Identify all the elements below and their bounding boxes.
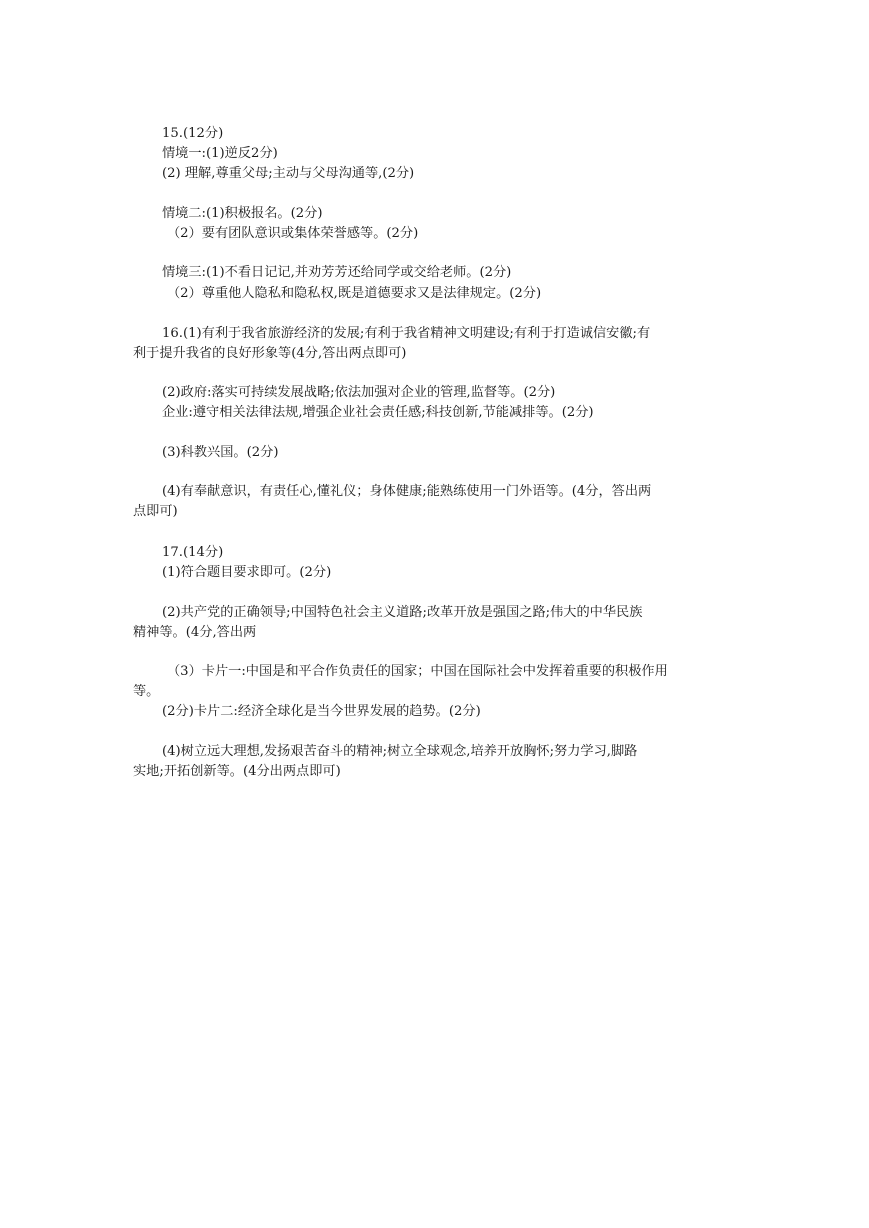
q15-situation3-part2: （2）尊重他人隐私和隐私权,既是道德要求又是法律规定。(2分) — [167, 286, 542, 301]
q15-situation3-part1: 情境三:(1)不看日记记,并劝芳芳还给同学或交给老师。(2分) — [162, 265, 512, 280]
q16-part2-line2: 企业:遵守相关法律法规,增强企业社会责任感;科技创新,节能减排等。(2分) — [162, 405, 594, 420]
q16-part4-line1: (4)有奉献意识，有责任心,懂礼仪；身体健康;能熟练使用一门外语等。(4分，答出两 — [162, 484, 652, 499]
q17-header: 17.(14分) — [162, 545, 224, 560]
q16-part2-line1: (2)政府:落实可持续发展战略;依法加强对企业的管理,监督等。(2分) — [162, 385, 556, 400]
q15-situation2-part1: 情境二:(1)积极报名。(2分) — [162, 206, 323, 221]
q17-part4-line2: 实地;开拓创新等。(4分出两点即可) — [133, 764, 341, 779]
q16-part1-line1: 16.(1)有利于我省旅游经济的发展;有利于我省精神文明建设;有利于打造诚信安徽;有 — [162, 326, 651, 341]
q17-part3-line1: （3）卡片一:中国是和平合作负责任的国家；中国在国际社会中发挥着重要的积极作用 — [167, 664, 668, 679]
q17-part2-line1: (2)共产党的正确领导;中国特色社会主义道路;改革开放是强国之路;伟大的中华民族 — [162, 605, 643, 620]
q17-part3-line2: 等。 — [133, 684, 160, 699]
q15-situation1-part2: (2) 理解,尊重父母;主动与父母沟通等,(2分) — [162, 166, 415, 181]
q16-part3: (3)科教兴国。(2分) — [162, 445, 279, 460]
q15-header: 15.(12分) — [162, 126, 224, 141]
q16-part4-line2: 点即可) — [133, 504, 178, 519]
q17-part2-line2: 精神等。(4分,答出两 — [133, 625, 257, 640]
q15-situation2-part2: （2）要有团队意识或集体荣誉感等。(2分) — [167, 226, 419, 241]
q15-situation1-part1: 情境一:(1)逆反2分) — [162, 146, 278, 161]
q17-part4-line1: (4)树立远大理想,发扬艰苦奋斗的精神;树立全球观念,培养开放胸怀;努力学习,脚路 — [162, 744, 638, 759]
q17-part1: (1)符合题目要求即可。(2分) — [162, 565, 332, 580]
q16-part1-line2: 利于提升我省的良好形象等(4分,答出两点即可) — [133, 346, 407, 361]
q17-part3-line3: (2分)卡片二:经济全球化是当今世界发展的趋势。(2分) — [162, 704, 481, 719]
